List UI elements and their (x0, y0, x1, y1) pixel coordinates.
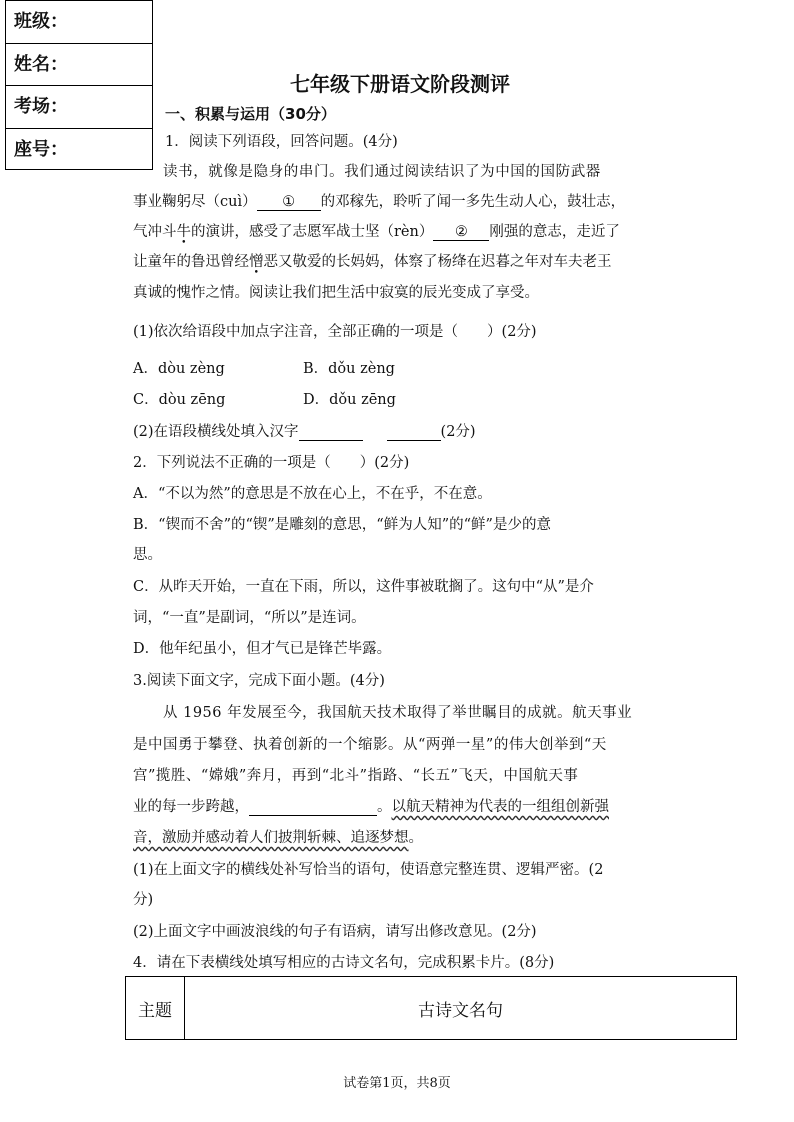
sub-question-text: (2)在语段横线处填入汉字 (133, 424, 299, 440)
seat-number-field[interactable]: 座号： (14, 138, 68, 160)
option-a[interactable]: A．dòu zèng (133, 361, 225, 377)
q1-passage-line: 真诚的愧怍之情。阅读让我们把生活中寂寞的辰光变成了享受。 (133, 285, 539, 301)
name-field[interactable]: 姓名： (6, 44, 152, 87)
table-header-theme: 主题 (126, 977, 185, 1040)
student-info-box (5, 0, 153, 170)
passage-text: 业的每一步跨越， (133, 799, 249, 815)
score-text: (2分) (440, 424, 476, 440)
option-c-cont: 词，“一直”是副词，“所以”是连词。 (133, 610, 366, 626)
q3-passage-line (133, 795, 609, 816)
q3-heading: 3.阅读下面文字，完成下面小题。(4分) (133, 673, 385, 689)
q1-sub-question (133, 420, 476, 441)
passage-text: 事业鞠躬尽（cuì） (133, 194, 257, 210)
passage-text: 的邓稼先，聆听了闻一多先生动人心，鼓壮志， (320, 194, 626, 210)
q3-passage-line: 是中国勇于攀登、执着创新的一个缩影。从“两弹一星”的伟大创举到“天 (133, 737, 607, 753)
passage-text: 。 (408, 830, 423, 846)
q1-passage-line: 读书，就像是隐身的串门。我们通过阅读结识了为中国的国防武器 (163, 164, 601, 180)
page-title: 七年级下册语文阶段测评 (290, 72, 510, 96)
option-c[interactable]: C．dòu zēng (133, 392, 226, 408)
blank-1[interactable]: ① (257, 194, 321, 211)
q1-passage-line (133, 250, 612, 271)
passage-text: 。 (377, 799, 392, 815)
page-footer: 试卷第1页，共8页 (343, 1076, 451, 1091)
table-row (126, 977, 737, 1040)
q2-heading: 2．下列说法不正确的一项是（ ）(2分) (133, 455, 410, 471)
wavy-sentence: 以航天精神为代表的一组组创新强 (391, 799, 609, 815)
class-field[interactable]: 班级： (6, 1, 152, 44)
q1-sub-question: (1)依次给语段中加点字注音，全部正确的一项是（ ）(2分) (133, 324, 537, 340)
q1-heading: 1．阅读下列语段，回答问题。(4分) (165, 134, 398, 150)
table-header-poem-lines: 古诗文名句 (185, 977, 737, 1040)
option-b[interactable]: B．dǒu zèng (303, 361, 395, 377)
wavy-sentence: 音，激励并感动着人们披荆斩棘、追逐梦想 (133, 830, 409, 846)
option-d[interactable]: D．dǒu zēng (303, 392, 396, 408)
passage-text: 让童年的鲁迅曾经 (133, 254, 249, 270)
answer-blank[interactable] (249, 799, 377, 816)
section-heading: 一、积累与运用（30分） (165, 105, 336, 123)
answer-blank[interactable] (387, 424, 441, 441)
dotted-char: 牛 (176, 224, 191, 240)
q3-sub-question-cont: 分) (133, 892, 154, 908)
passage-text: 的演讲，感受了志愿军战士坚（rèn） (191, 224, 434, 240)
option-c[interactable]: C．从昨天开始，一直在下雨，所以，这件事被耽搁了。这句中“从”是介 (133, 579, 594, 595)
passage-text: 恶又敬爱的长妈妈，体察了杨绛在迟暮之年对车夫老王 (263, 254, 612, 270)
option-b-cont: 思。 (133, 547, 162, 563)
exam-room-field[interactable]: 考场： (6, 86, 152, 129)
q3-passage-line: 宫”揽胜、“嫦娥”奔月，再到“北斗”指路、“长五”飞天，中国航天事 (133, 768, 579, 784)
q3-sub-question: (1)在上面文字的横线处补写恰当的语句，使语意完整连贯、逻辑严密。(2 (133, 862, 604, 878)
q3-sub-question: (2)上面文字中画波浪线的句子有语病，请写出修改意见。(2分) (133, 924, 537, 940)
dotted-char: 憎 (249, 254, 264, 270)
answer-blank[interactable] (299, 424, 363, 441)
option-a[interactable]: A．“不以为然”的意思是不放在心上，不在乎，不在意。 (133, 486, 492, 502)
q1-passage-line (133, 190, 625, 211)
q3-passage-line: 从 1956 年发展至今，我国航天技术取得了举世瞩目的成就。航天事业 (163, 705, 633, 721)
blank-2[interactable]: ② (433, 224, 489, 241)
passage-text: 气冲斗 (133, 224, 177, 240)
passage-text: 刚强的意志，走近了 (489, 224, 620, 240)
q4-heading: 4．请在下表横线处填写相应的古诗文名句，完成积累卡片。(8分) (133, 955, 555, 971)
accumulation-card-table (125, 976, 737, 1040)
option-b[interactable]: B．“锲而不舍”的“锲”是雕刻的意思，“鲜为人知”的“鲜”是少的意 (133, 517, 551, 533)
q1-passage-line (133, 220, 620, 241)
option-d[interactable]: D．他年纪虽小，但才气已是锋芒毕露。 (133, 641, 392, 657)
q3-passage-line (133, 826, 423, 847)
